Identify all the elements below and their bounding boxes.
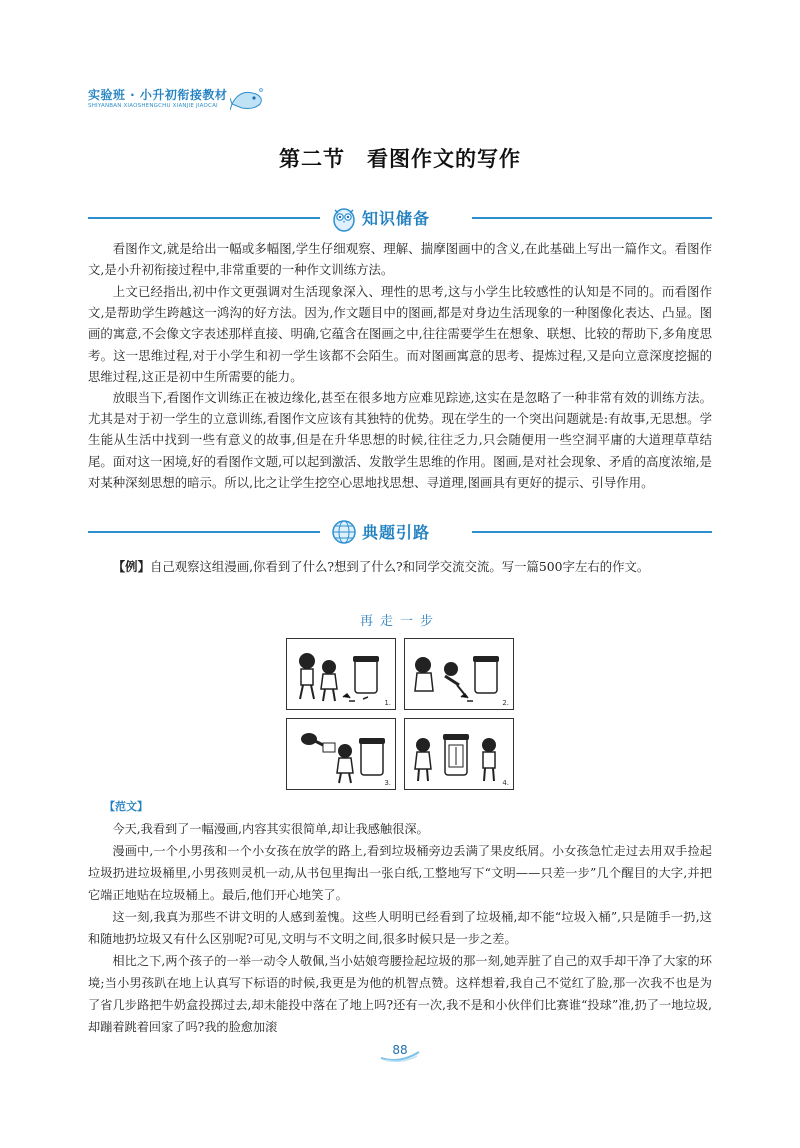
example-banner-label: 典题引路	[362, 523, 431, 542]
comic-drawing-3	[287, 719, 397, 791]
comic-panel-4	[404, 718, 514, 790]
knowledge-paragraph-1: 看图作文,就是给出一幅或多幅图,学生仔细观察、理解、揣摩图画中的含义,在此基础上写出一篇作文。看图作文,是小升初衔接过程中,非常重要的一种作文训练方法。	[88, 241, 712, 278]
banner-line-left	[88, 531, 320, 533]
banner-line-right	[472, 531, 712, 533]
panel-number: 1.	[384, 699, 391, 707]
comic-panel-1	[286, 638, 396, 710]
comic-drawing-2	[405, 639, 515, 711]
brand-title: 实验班 · 小升初衔接教材	[88, 88, 228, 102]
page-number-text: 88	[392, 1043, 408, 1057]
example-prompt-text: 自己观察这组漫画,你看到了什么?想到了什么?和同学交流交流。写一篇500字左右的作文。	[149, 559, 650, 574]
comic-strip	[286, 638, 516, 792]
comic-panel-3	[286, 718, 396, 790]
knowledge-banner	[88, 204, 712, 232]
brand-subtitle: SHIYANBAN XIAOSHENGCHU XIANJIE JIAOCAI	[88, 103, 218, 109]
banner-line-left	[88, 217, 320, 219]
panel-number: 4.	[502, 779, 509, 787]
knowledge-paragraph-3: 放眼当下,看图作文训练正在被边缘化,甚至在很多地方应难见踪迹,这实在是忽略了一种非常有效的训练方法。尤其是对于初一学生的立意训练,看图作文应该有其独特的优势。现在学生的一个突出问题就是:有故事,无思想。学生能从生活中找到一些有意义的故事,但是在升华思想的时候,往往乏力,只会随便用一些空洞平庸的大道理草草结尾。面对这一困境,好的看图作文题,可以起到激活、发散学生思维的作用。图画,是对社会现象、矛盾的高度浓缩,是对某种深刻思想的暗示。所以,比之让学生挖空心思地找思想、寻道理,图画具有更好的提示、引导作用。	[88, 390, 712, 490]
globe-icon	[330, 518, 358, 546]
essay-paragraph-2: 漫画中,一个小男孩和一个小女孩在放学的路上,看到垃圾桶旁边丢满了果皮纸屑。小女孩急忙走过去用双手捡起垃圾扔进垃圾桶里,小男孩则灵机一动,从书包里掏出一张白纸,工整地写下“文明——只差一步”几个醒目的大字,并把它端正地贴在垃圾桶上。最后,他们开心地笑了。	[88, 844, 712, 902]
essay-label: 【范文】	[104, 800, 148, 813]
example-tag: 【例】	[112, 559, 150, 574]
knowledge-banner-label: 知识储备	[362, 209, 431, 228]
essay-paragraph-4: 相比之下,两个孩子的一举一动令人敬佩,当小姑娘弯腰捡起垃圾的那一刻,她弄脏了自己的双手却干净了大家的环境;当小男孩趴在地上认真写下标语的时候,我更是为他的机智点赞。这样想着,我自己不觉红了脸,那一次我不也是为了省几步路把牛奶盒投掷过去,却未能投中落在了地上吗?还有一次,我不是和小伙伴们比赛谁“投球”准,扔了一地垃圾,却蹦着跳着回家了吗?我的脸愈加滚	[88, 954, 712, 1034]
brand-header	[88, 86, 266, 116]
essay-paragraph-3: 这一刻,我真为那些不讲文明的人感到羞愧。这些人明明已经看到了垃圾桶,却不能“垃圾入桶”,只是随手一扔,这和随地扔垃圾又有什么区别呢?可见,文明与不文明之间,很多时候只是一步之差。	[88, 910, 712, 946]
example-prompt	[88, 556, 712, 578]
owl-icon	[330, 204, 358, 232]
comic-panel-2	[404, 638, 514, 710]
example-banner	[88, 518, 712, 546]
panel-number: 3.	[384, 779, 391, 787]
banner-line-right	[472, 217, 712, 219]
panel-number: 2.	[502, 699, 509, 707]
comic-drawing-1	[287, 639, 397, 711]
fish-logo-icon	[230, 84, 266, 114]
comic-drawing-4	[405, 719, 515, 791]
comic-title: 再走一步	[359, 614, 440, 629]
essay-paragraph-1: 今天,我看到了一幅漫画,内容其实很简单,却让我感触很深。	[112, 822, 429, 836]
section-title: 第二节 看图作文的写作	[279, 147, 521, 171]
knowledge-paragraph-2: 上文已经指出,初中作文更强调对生活现象深入、理性的思考,这与小学生比较感性的认知是不同的。而看图作文,是帮助学生跨越这一鸿沟的好方法。因为,作文题目中的图画,都是对身边生活现象的一种图像化表达、凸显。图画的寓意,不会像文字表述那样直接、明确,它蕴含在图画之中,往往需要学生在想象、联想、比较的帮助下,多角度思考。这一思维过程,对于小学生和初一学生该都不会陌生。而对图画寓意的思考、提炼过程,又是向立意深度挖掘的思维过程,这正是初中生所需要的能力。	[88, 284, 712, 384]
page-number	[377, 1040, 423, 1062]
